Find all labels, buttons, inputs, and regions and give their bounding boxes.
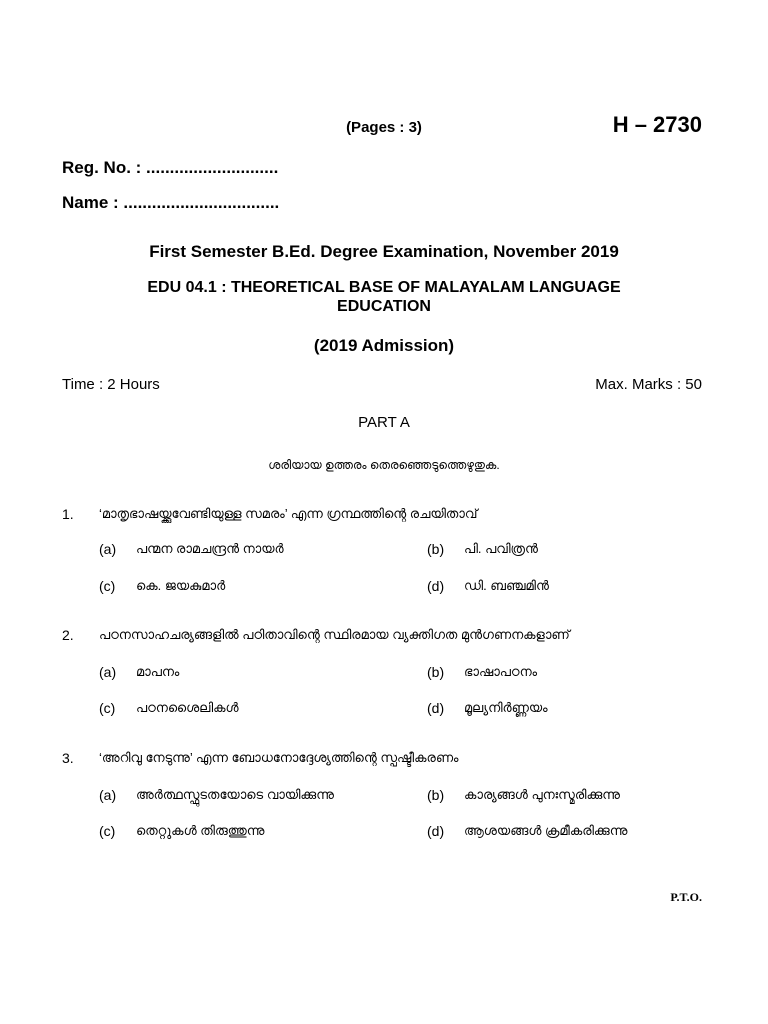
max-marks: Max. Marks : 50	[595, 376, 702, 393]
instruction: ശരിയായ ഉത്തരം തെരഞ്ഞെടുത്തെഴുതുക.	[268, 458, 500, 472]
question-1	[62, 506, 702, 594]
option-label: (c)	[99, 578, 116, 594]
question-number: 1.	[62, 506, 74, 522]
option-text: ഡി. ബഞ്ചമിൻ	[464, 578, 549, 593]
option-text: പഠനശൈലികൾ	[136, 700, 239, 715]
option-text: ആശയങ്ങൾ ക്രമീകരിക്കുന്നു	[464, 823, 628, 838]
option-text: കാര്യങ്ങൾ പുനഃസ്മരിക്കുന്നു	[464, 787, 620, 802]
option-label: (a)	[99, 664, 117, 680]
paper-code: H – 2730	[612, 112, 702, 137]
option-text: കെ. ജയകുമാർ	[136, 578, 226, 593]
question-3	[62, 750, 702, 839]
option-label: (d)	[427, 823, 445, 839]
option-label: (b)	[427, 787, 445, 803]
subject-title: EDU 04.1 : THEORETICAL BASE OF MALAYALAM LANGUAGE EDUCATION	[147, 279, 621, 315]
option-text: ഭാഷാപഠനം	[464, 664, 538, 679]
question-2	[62, 627, 702, 716]
option-text: അർത്ഥസ്ഫുടതയോടെ വായിക്കുന്നു	[136, 787, 334, 802]
part-title: PART A	[358, 414, 410, 431]
question-number: 2.	[62, 627, 74, 643]
pto-label: P.T.O.	[670, 890, 702, 904]
option-label: (d)	[427, 700, 445, 716]
option-label: (c)	[99, 823, 116, 839]
question-text: പഠനസാഹചര്യങ്ങളിൽ പഠിതാവിന്റെ സ്ഥിരമായ വ്യക്തിഗത മുൻഗണനകളാണ്	[99, 627, 570, 642]
option-label: (b)	[427, 664, 445, 680]
option-label: (a)	[99, 787, 117, 803]
option-label: (c)	[99, 700, 116, 716]
question-text: ‘അറിവു നേടുന്നു’ എന്ന ബോധനോദ്ദേശ്യത്തിന്റെ സ്പഷ്ടീകരണം	[99, 750, 459, 765]
page-count: (Pages : 3)	[346, 119, 422, 136]
option-text: തെറ്റുകൾ തിരുത്തുന്നു	[136, 823, 265, 838]
option-label: (b)	[427, 541, 445, 557]
question-number: 3.	[62, 750, 74, 766]
option-text: പി. പവിത്രൻ	[464, 541, 538, 556]
exam-title: First Semester B.Ed. Degree Examination, November 2019	[149, 242, 619, 261]
option-label: (d)	[427, 578, 445, 594]
option-text: പന്മന രാമചന്ദ്രൻ നായർ	[136, 541, 284, 556]
reg-no-field: Reg. No. : ............................	[62, 158, 279, 177]
option-label: (a)	[99, 541, 117, 557]
admission-year: (2019 Admission)	[313, 336, 455, 355]
option-text: മാപനം	[136, 664, 180, 679]
exam-time: Time : 2 Hours	[62, 376, 160, 393]
name-field: Name : .................................	[62, 193, 280, 212]
question-text: ‘മാതൃഭാഷയ്ക്കുവേണ്ടിയുള്ള സമരം’ എന്ന ഗ്രന്ഥത്തിന്റെ രചയിതാവ്	[99, 506, 478, 521]
option-text: മൂല്യനിർണ്ണയം	[464, 700, 548, 715]
